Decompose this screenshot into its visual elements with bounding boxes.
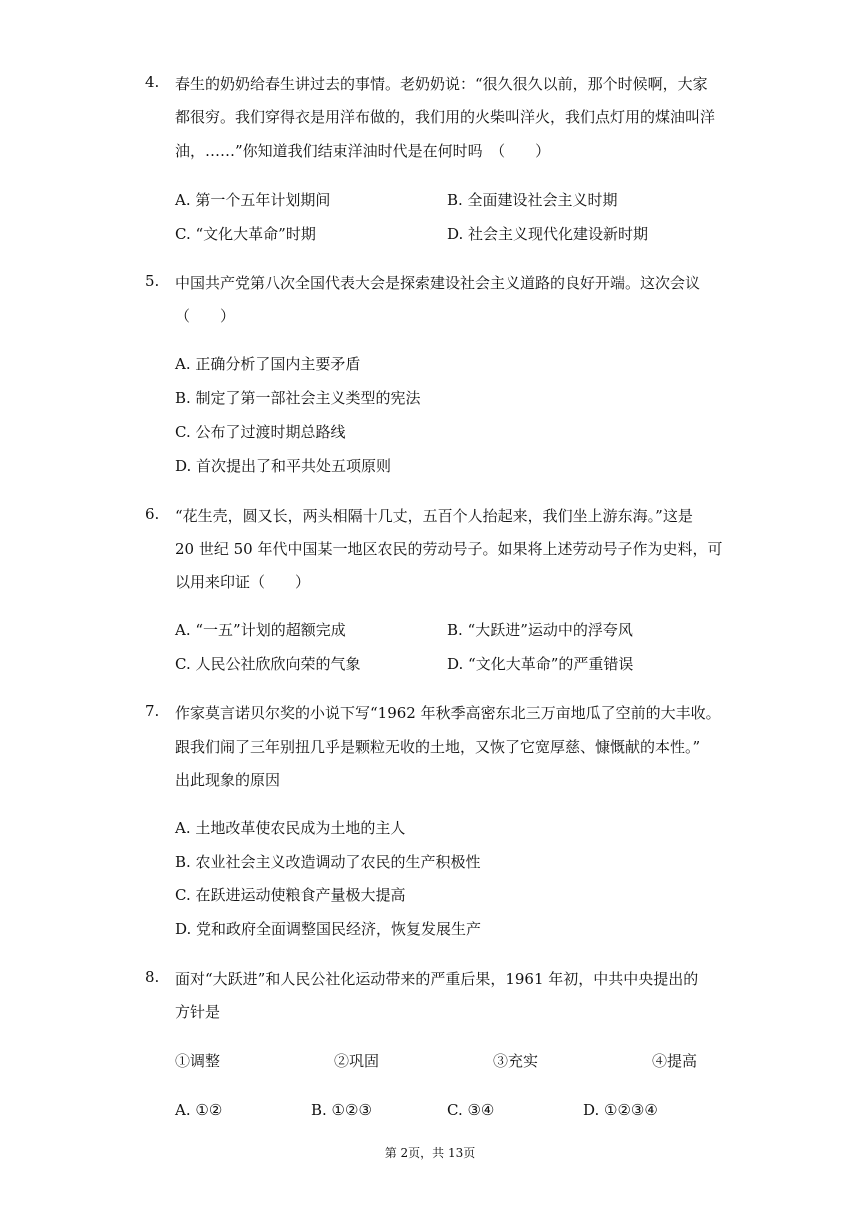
option-a[interactable]: A. ①② bbox=[175, 1101, 223, 1119]
question-text-line: 20 世纪 50 年代中国某一地区农民的劳动号子。如果将上述劳动号子作为史料，可 bbox=[175, 540, 723, 558]
question-number: 7. bbox=[145, 702, 160, 720]
option-b[interactable]: B. “大跃进”运动中的浮夸风 bbox=[447, 621, 633, 639]
question-text-line: 中国共产党第八次全国代表大会是探索建设社会主义道路的良好开端。这次会议 bbox=[175, 274, 701, 292]
page-footer: 第 2页，共 13页 bbox=[384, 1146, 476, 1160]
question-text-line: 方针是 bbox=[175, 1003, 221, 1021]
question-text-line: （ ） bbox=[175, 307, 236, 325]
option-d[interactable]: D. “文化大革命”的严重错误 bbox=[447, 655, 634, 673]
question-text-line: 以用来印证（ ） bbox=[175, 573, 311, 591]
question-text-line: 油，……”你知道我们结束洋油时代是在何时吗 （ ） bbox=[175, 142, 551, 160]
option-d[interactable]: D. 党和政府全面调整国民经济，恢复发展生产 bbox=[175, 920, 482, 938]
question-number: 5. bbox=[145, 272, 160, 290]
statement-item: ③充实 bbox=[493, 1052, 539, 1070]
option-d[interactable]: D. ①②③④ bbox=[583, 1101, 658, 1119]
question-number: 4. bbox=[145, 73, 160, 91]
option-c[interactable]: C. “文化大革命”时期 bbox=[175, 225, 316, 243]
option-b[interactable]: B. 农业社会主义改造调动了农民的生产积极性 bbox=[175, 853, 481, 871]
option-d[interactable]: D. 首次提出了和平共处五项原则 bbox=[175, 457, 392, 475]
question-text-line: 春生的奶奶给春生讲过去的事情。老奶奶说：“很久很久以前，那个时候啊，大家 bbox=[175, 75, 708, 93]
statement-item: ①调整 bbox=[175, 1052, 221, 1070]
option-b[interactable]: B. ①②③ bbox=[311, 1101, 372, 1119]
option-a[interactable]: A. 正确分析了国内主要矛盾 bbox=[175, 355, 361, 373]
option-c[interactable]: C. ③④ bbox=[447, 1101, 495, 1119]
option-a[interactable]: A. “一五”计划的超额完成 bbox=[175, 621, 346, 639]
question-text-line: 面对“大跃进”和人民公社化运动带来的严重后果，1961 年初，中共中央提出的 bbox=[175, 970, 699, 988]
question-text-line: “花生壳，圆又长，两头相隔十几丈，五百个人抬起来，我们坐上游东海。”这是 bbox=[175, 507, 693, 525]
question-text-line: 作家莫言诺贝尔奖的小说下写“1962 年秋季高密东北三万亩地瓜了空前的大丰收。 bbox=[175, 704, 721, 722]
question-number: 8. bbox=[145, 968, 160, 986]
statement-item: ②巩固 bbox=[334, 1052, 380, 1070]
question-text-line: 都很穷。我们穿得衣是用洋布做的，我们用的火柴叫洋火，我们点灯用的煤油叫洋 bbox=[175, 108, 716, 126]
option-c[interactable]: C. 人民公社欣欣向荣的气象 bbox=[175, 655, 361, 673]
question-text-line: 跟我们闹了三年别扭几乎是颗粒无收的土地，又恢了它宽厚慈、慷慨献的本性。” bbox=[175, 738, 701, 756]
statement-item: ④提高 bbox=[652, 1052, 698, 1070]
option-b[interactable]: B. 制定了第一部社会主义类型的宪法 bbox=[175, 389, 421, 407]
option-b[interactable]: B. 全面建设社会主义时期 bbox=[447, 191, 618, 209]
question-text-line: 出此现象的原因 bbox=[175, 771, 281, 789]
option-c[interactable]: C. 在跃进运动使粮食产量极大提高 bbox=[175, 886, 406, 904]
option-a[interactable]: A. 第一个五年计划期间 bbox=[175, 191, 331, 209]
option-d[interactable]: D. 社会主义现代化建设新时期 bbox=[447, 225, 649, 243]
question-number: 6. bbox=[145, 505, 160, 523]
option-c[interactable]: C. 公布了过渡时期总路线 bbox=[175, 423, 346, 441]
option-a[interactable]: A. 土地改革使农民成为土地的主人 bbox=[175, 819, 406, 837]
